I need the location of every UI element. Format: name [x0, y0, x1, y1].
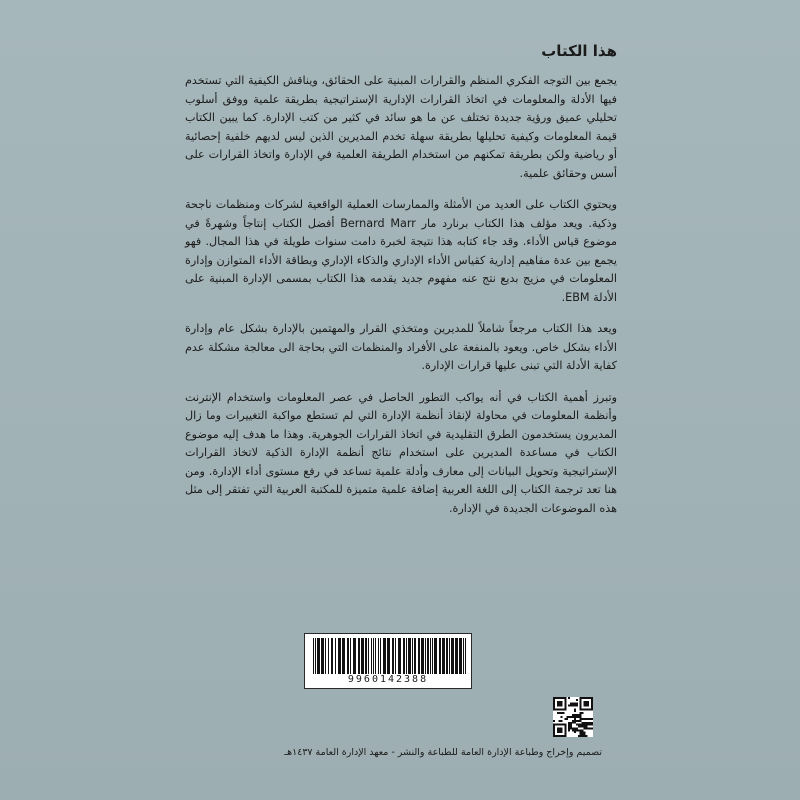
description-block	[185, 42, 617, 531]
publisher-footer: تصميم وإخراج وطباعة الإدارة العامة للطباعة والنشر - معهد الإدارة العامة ١٤٣٧هـ	[284, 747, 602, 758]
barcode-number: 9960142388	[347, 674, 429, 685]
isbn-barcode	[304, 633, 472, 689]
barcode-bars	[311, 638, 467, 674]
paragraph-4: وتبرز أهمية الكتاب في أنه يواكب التطور الحاصل في عصر المعلومات واستخدام الإنترنت وأنظمة المعلومات في محاولة لإنقاذ أنظمة الإدارة التي لم تستطع مواكبة التغييرات وما زال المديرون يستخدمون الطرق التقليدية في اتخاذ القرارات الجوهرية. وهذا ما هدف إليه موضوع الكتاب في مساعدة المديرين على استخدام نتائج أنظمة الإدارة الذكية لاتخاذ القرارات الإستراتيجية وتحويل البيانات إلى معارف وأدلة علمية تساعد في رفع مستوى أداء الإدارة. ومن هنا تعد ترجمة الكتاب إلى اللغة العربية إضافة علمية متميزة للمكتبة العربية التي تفتقر إلى مثل هذه الموضوعات الجديدة في الإدارة.	[185, 390, 617, 515]
paragraph-1: يجمع بين التوجه الفكري المنظم والقرارات المبنية على الحقائق، ويناقش الكيفية التي تستخدم فيها الأدلة والمعلومات في اتخاذ القرارات الإدارية الإستراتيجية بطريقة علمية ووفق أسلوب تحليلي عميق ورؤية جديدة تختلف عن ما هو سائد في كثير من كتب الإدارة. كما يبين الكتاب قيمة المعلومات وكيفية تحليلها بطريقة سهلة تخدم المديرين الذين ليس لديهم خلفية إحصائية أو رياضية ولكن بطريقة تمكنهم من استخدام الطريقة العلمية في الإدارة واتخاذ القرارات على أسس وحقائق علمية.	[185, 74, 617, 180]
qr-code-icon	[553, 697, 593, 737]
paragraph-2: ويحتوي الكتاب على العديد من الأمثلة والممارسات العملية الواقعية لشركات ومنظمات ناجحة وذكية. ويعد مؤلف هذا الكتاب برنارد مار Bernard Marr أفضل الكتاب إنتاجاً وشهرةً في موضوع قياس الأداء. وقد جاء كتابه هذا نتيجة لخبرة دامت سنوات طويلة في هذا المجال. فهو يجمع بين عدة مفاهيم إدارية كقياس الأداء الإداري والذكاء الإداري وبطاقة الأداء المتوازن وإدارة المعلومات في مزيج بديع نتج عنه مفهوم جديد يقدمه هذا الكتاب بمسمى الإدارة المبنية على الأدلة EBM.	[185, 198, 617, 304]
paragraph-3: ويعد هذا الكتاب مرجعاً شاملاً للمديرين ومتخذي القرار والمهتمين بالإدارة بشكل عام وإدارة الأداء بشكل خاص. ويعود بالمنفعة على الأفراد والمنظمات التي بحاجة الى معالجة مشكلة عدم كفاية الأدلة التي تبنى عليها قرارات الإدارة.	[185, 322, 617, 372]
section-title: هذا الكتاب	[541, 42, 617, 60]
